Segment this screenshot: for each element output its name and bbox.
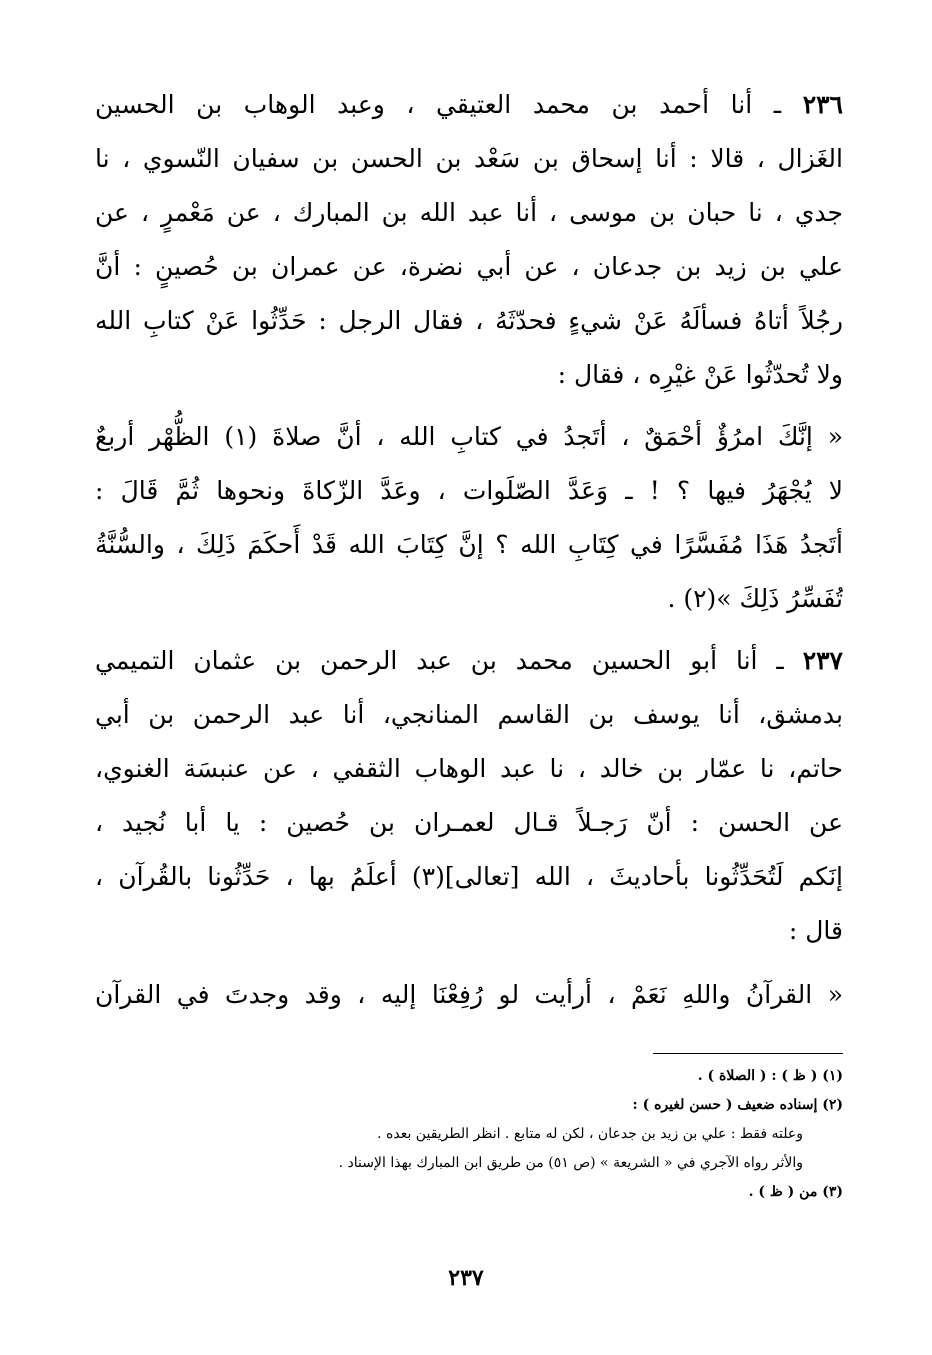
footnote: (٢) إسناده ضعيف ( حسن لغيره ) :: [632, 1097, 843, 1113]
footnote-divider: [653, 1053, 843, 1054]
footnote: وعلته فقط : علي بن زيد بن جدعان ، لكن له متابع . انظر الطريقين بعده .: [377, 1126, 803, 1142]
page-number: ٢٣٧: [448, 1265, 484, 1291]
main-text: [95, 78, 843, 1022]
text-line: حاتم، نا عمّار بن خالد ، نا عبد الوهاب الثقفي ، عن عنبسَة الغنوي،: [95, 754, 843, 783]
text-line: بدمشق، أنا يوسف بن القاسم المنانجي، أنا عبد الرحمن بن أبي: [95, 700, 843, 729]
quote-line: لا يُجْهَرُ فيها ؟ ! ـ وَعَدَّ الصّلَوات ، وعَدَّ الزّكاةَ ونحوها ثُمَّ قَالَ :: [95, 476, 843, 505]
text-line: رجُلاً أتاهُ فسألَهُ عَنْ شيءٍ فحدّثَهُ ، فقال الرجل : حَدِّثُوا عَنْ كتابِ الله: [95, 306, 843, 335]
text-line: الغَزال ، قالا : أنا إسحاق بن سَعْد بن الحسن بن سفيان النّسوي ، نا: [95, 144, 843, 173]
text-line: ٢٣٧ ـ أنا أبو الحسين محمد بن عبد الرحمن بن عثمان التميمي: [95, 646, 843, 675]
text-line: قال :: [788, 916, 843, 945]
footnote: (٣) من ( ظ ) .: [748, 1184, 843, 1200]
text-line: عن الحسن : أنّ رَجـلاً قـال لعمـران بن حُصين : يا أبا نُجيد ،: [95, 808, 843, 837]
quote-line: أتَجدُ هَذَا مُفَسَّرًا في كِتَابِ الله ؟ إنَّ كِتَابَ الله قَدْ أَحكَمَ ذَلِكَ ، والسُّنَّةُ: [95, 530, 843, 559]
text-line: ٢٣٦ ـ أنا أحمد بن محمد العتيقي ، وعبد الوهاب بن الحسين: [95, 90, 843, 119]
quote-line: « إنَّكَ امرُؤٌ أحْمَقٌ ، أتَجدُ في كتابِ الله ، أنَّ صلاةَ (١) الظُّهْر أربعٌ: [95, 422, 843, 451]
text-line: إنَكم لَتُحَدِّثُونا بأحاديثَ ، الله [تعالى](٣) أعلَمُ بها ، حَدِّثُونا بالقُرآن ،: [95, 862, 843, 891]
text-line: جدي ، نا حبان بن موسى ، أنا عبد الله بن المبارك ، عن مَعْمرٍ ، عن: [95, 198, 843, 227]
quote-line: تُفَسِّرُ ذَلِكَ »(٢) .: [667, 584, 843, 613]
hadith-237: [95, 634, 843, 958]
hadith-number: ٢٣٧: [802, 646, 843, 675]
hadith-number: ٢٣٦: [802, 90, 843, 119]
text-line: علي بن زيد بن جدعان ، عن أبي نضرة، عن عمران بن حُصينٍ : أنَّ: [95, 252, 843, 281]
footnote: (١) ( ظ ) : ( الصلاة ) .: [697, 1068, 843, 1084]
hadith-236: [95, 78, 843, 402]
footnotes: [95, 1053, 843, 1207]
hadith-237-quote: [95, 968, 843, 1022]
hadith-236-quote: [95, 410, 843, 626]
footnote: والأثر رواه الآجري في « الشريعة » (ص ٥١) من طريق ابن المبارك بهذا الإسناد .: [338, 1155, 803, 1171]
quote-line: « القرآنُ واللهِ نَعَمْ ، أرأيت لو رُفِعْنَا إليه ، وقد وجدتَ في القرآن: [95, 980, 843, 1009]
text-line: ولا تُحدّثُوا عَنْ غيْرِه ، فقال :: [557, 360, 843, 389]
